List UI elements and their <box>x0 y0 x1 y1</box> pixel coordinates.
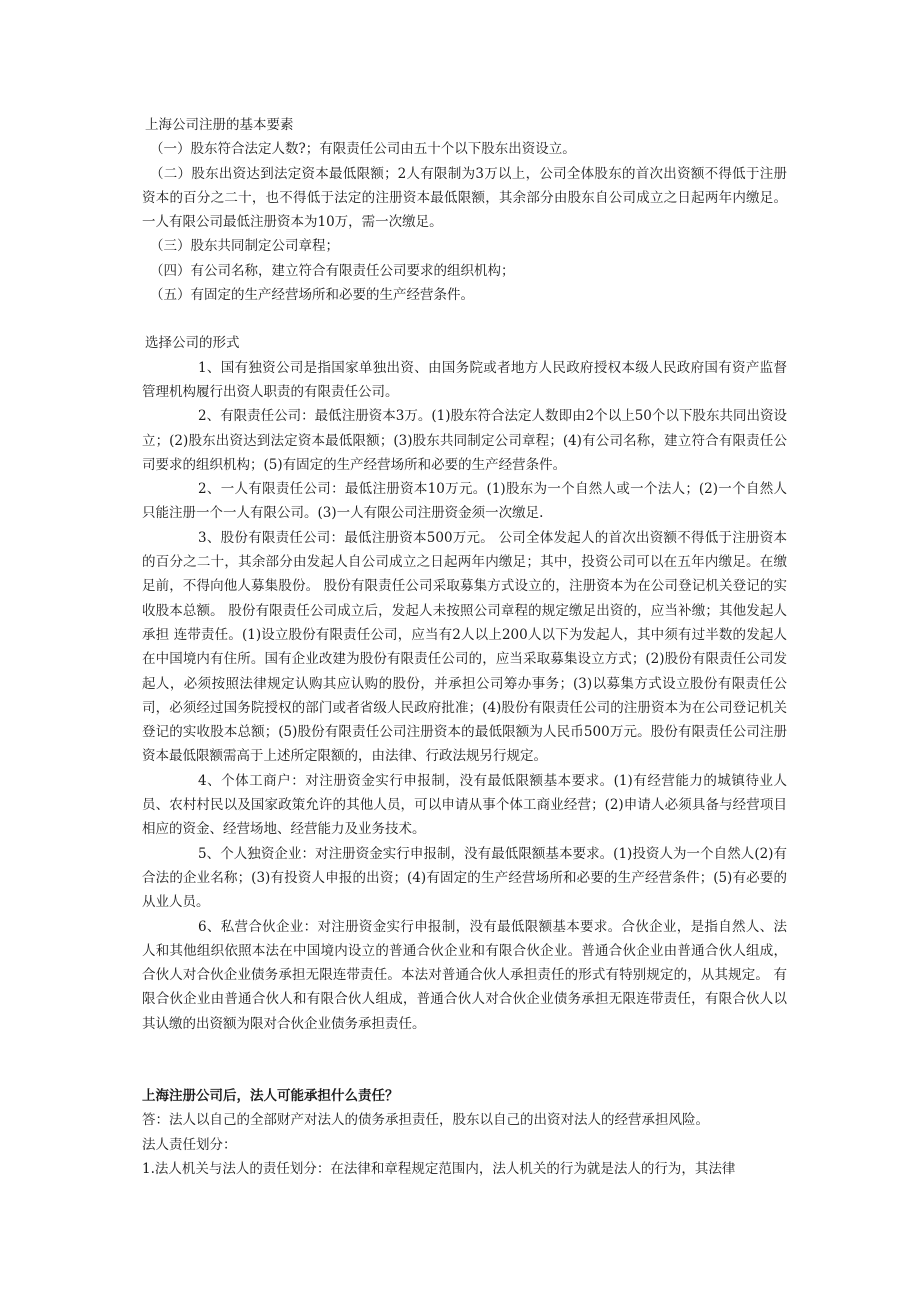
spacer <box>142 1036 787 1084</box>
document-page <box>142 113 787 1181</box>
spacer <box>142 307 787 331</box>
paragraph: 法人责任划分： <box>142 1136 237 1153</box>
paragraph: 1.法人机关与法人的责任划分：在法律和章程规定范围内，法人机关的行为就是法人的行为，其法律 <box>142 1160 736 1177</box>
section-heading-company-forms: 选择公司的形式 <box>145 335 240 352</box>
paragraph: 2、一人有限责任公司：最低注册资本10万元。(1)股东为一个自然人或一个法人；(2)一个自然人只能注册一个一人有限公司。(3)一人有限公司注册资金须一次缴足. <box>142 481 787 522</box>
paragraph: （一）股东符合法定人数?；有限责任公司由五十个以下股东出资设立。 <box>150 141 576 158</box>
paragraph: 1、国有独资公司是指国家单独出资、由国务院或者地方人民政府授权本级人民政府国有资产监督管理机构履行出资人职责的有限责任公司。 <box>142 359 787 400</box>
paragraph: 答：法人以自己的全部财产对法人的债务承担责任，股东以自己的出资对法人的经营承担风险。 <box>142 1112 709 1129</box>
paragraph: 3、股份有限责任公司：最低注册资本500万元。 公司全体发起人的首次出资额不得低于注册资本的百分之二十，其余部分由发起人自公司成立之日起两年内缴足；其中，投资公司可以在五年内缴足。在缴足前，不得向他人募集股份。 股份有限责任公司采取募集方式设立的，注册资本为在公司登记机关登记的实收股本总额。 股份有限责任公司成立后，发起人未按照公司章程的规定缴足出资的，应当补缴；其他发起人承担 连带责任。(1)设立股份有限责任公司，应当有2人以上200人以下为发起人，其中须有过半数的发起人在中国境内有住所。国有企业改建为股份有限责任公司的，应当采取募集设立方式；(2)股份有限责任公司发起人，必须按照法律规定认购其应认购的股份，并承担公司筹办事务；(3)以募集方式设立股份有限责任公司，必须经过国务院授权的部门或者省级人民政府批准；(4)股份有限责任公司的注册资本为在公司登记机关登记的实收股本总额；(5)股份有限责任公司注册资本的最低限额为人民币500万元。股份有限责任公司注册资本最低限额需高于上述所定限额的，由法律、行政法规另行规定。 <box>142 529 787 765</box>
paragraph: 5、个人独资企业：对注册资金实行申报制，没有最低限额基本要求。(1)投资人为一个自然人(2)有合法的企业名称；(3)有投资人申报的出资；(4)有固定的生产经营场所和必要的生产经营条件；(5)有必要的从业人员。 <box>142 845 787 911</box>
paragraph: （四）有公司名称，建立符合有限责任公司要求的组织机构； <box>150 262 515 279</box>
paragraph: （五）有固定的生产经营场所和必要的生产经营条件。 <box>150 287 474 304</box>
paragraph: （三）股东共同制定公司章程； <box>150 238 339 255</box>
paragraph: 2、有限责任公司：最低注册资本3万。(1)股东符合法定人数即由2个以上50个以下股东共同出资设立；(2)股东出资达到法定资本最低限额；(3)股东共同制定公司章程；(4)有公司名称，建立符合有限责任公司要求的组织机构；(5)有固定的生产经营场所和必要的生产经营条件。 <box>142 408 787 473</box>
section-heading-basic-requirements: 上海公司注册的基本要素 <box>145 117 294 133</box>
paragraph: （二）股东出资达到法定资本最低限额；2人有限制为3万以上，公司全体股东的首次出资额不得低于注册资本的百分之二十，也不得低于法定的注册资本最低限额，其余部分由股东自公司成立之日起两年内缴足。一人有限公司最低注册资本为10万，需一次缴足。 <box>142 165 787 231</box>
paragraph: 6、私营合伙企业：对注册资金实行申报制，没有最低限额基本要求。合伙企业，是指自然人、法人和其他组织依照本法在中国境内设立的普通合伙企业和有限合伙企业。普通合伙企业由普通合伙人组成，合伙人对合伙企业债务承担无限连带责任。本法对普通合伙人承担责任的形式有特别规定的，从其规定。 有限合伙企业由普通合伙人和有限合伙人组成，普通合伙人对合伙企业债务承担无限连带责任，有限合伙人以其认缴的出资额为限对合伙企业债务承担责任。 <box>142 918 787 1032</box>
section-heading-legal-liability: 上海注册公司后，法人可能承担什么责任？ <box>142 1087 399 1104</box>
paragraph: 4、个体工商户：对注册资金实行申报制，没有最低限额基本要求。(1)有经营能力的城镇待业人员、农村村民以及国家政策允许的其他人员，可以申请从事个体工商业经营；(2)申请人必须具备与经营项目相应的资金、经营场地、经营能力及业务技术。 <box>142 772 787 838</box>
